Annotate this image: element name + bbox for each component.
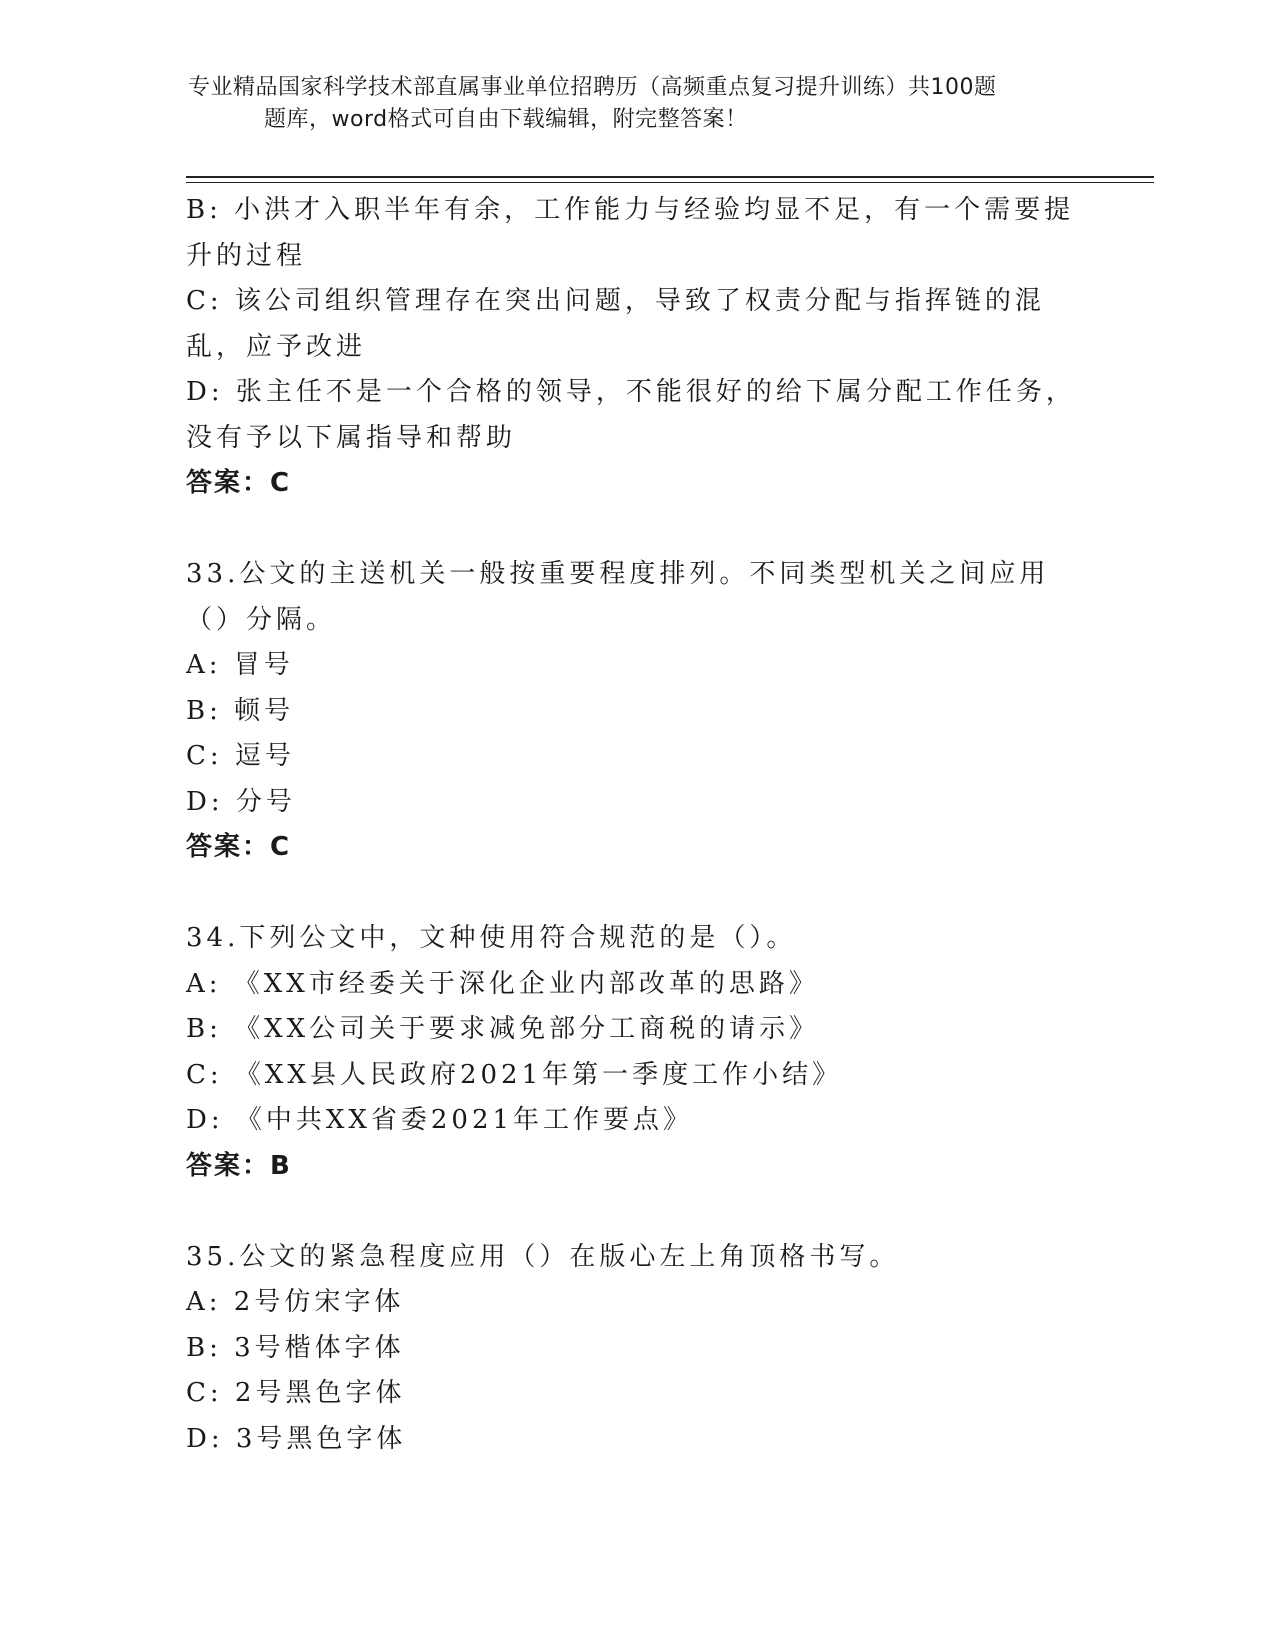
option-c: C: 逗号 [186,741,295,771]
option-b: B: 小洪才入职半年有余，工作能力与经验均显不足，有一个需要提升的过程 [186,195,1075,271]
option-d: D: 分号 [186,786,296,817]
option-b: B: 《XX公司关于要求减免部分工商税的请示》 [186,1014,820,1044]
option-b: B: 顿号 [186,695,295,726]
answer-line: 答案：C [186,468,292,498]
spacer [186,871,1086,917]
answer-line: 答案：B [186,1150,292,1181]
option-c: C: 该公司组织管理存在突出问题，导致了权责分配与指挥链的混乱，应予改进 [186,286,1045,362]
question-35 [186,1235,1086,1463]
option-c: C: 《XX县人民政府2021年第一季度工作小结》 [186,1059,843,1090]
header-divider-thick [186,176,1154,178]
header-title-line-1: 专业精品国家科学技术部直属事业单位招聘历（高频重点复习提升训练）共100题 [188,75,997,100]
header-title-line-2: 题库，word格式可自由下载编辑，附完整答案！ [264,107,748,132]
spacer [186,507,1086,553]
option-a: A: 冒号 [186,650,294,680]
option-d: D: 3号黑色字体 [186,1423,407,1454]
spacer [186,1189,1086,1235]
question-34 [186,916,1086,1189]
question-list [186,188,1086,1462]
answer-line: 答案：C [186,832,292,862]
option-d: D: 《中共XX省委2021年工作要点》 [186,1105,694,1135]
question-text: 33.公文的主送机关一般按重要程度排列。不同类型机关之间应用（）分隔。 [186,559,1050,635]
question-33 [186,552,1086,871]
question-32 [186,188,1086,507]
option-c: C: 2号黑色字体 [186,1378,406,1408]
document-header [188,72,1088,136]
option-b: B: 3号楷体字体 [186,1332,405,1363]
question-text: 35.公文的紧急程度应用（）在版心左上角顶格书写。 [186,1241,900,1272]
question-text: 34.下列公文中，文种使用符合规范的是（）。 [186,923,797,953]
option-d: D: 张主任不是一个合格的领导，不能很好的给下属分配工作任务，没有予以下属指导和帮助 [186,377,1076,453]
option-a: A: 《XX市经委关于深化企业内部改革的思路》 [186,968,819,999]
option-a: A: 2号仿宋字体 [186,1287,405,1317]
header-divider-thin [186,182,1154,183]
